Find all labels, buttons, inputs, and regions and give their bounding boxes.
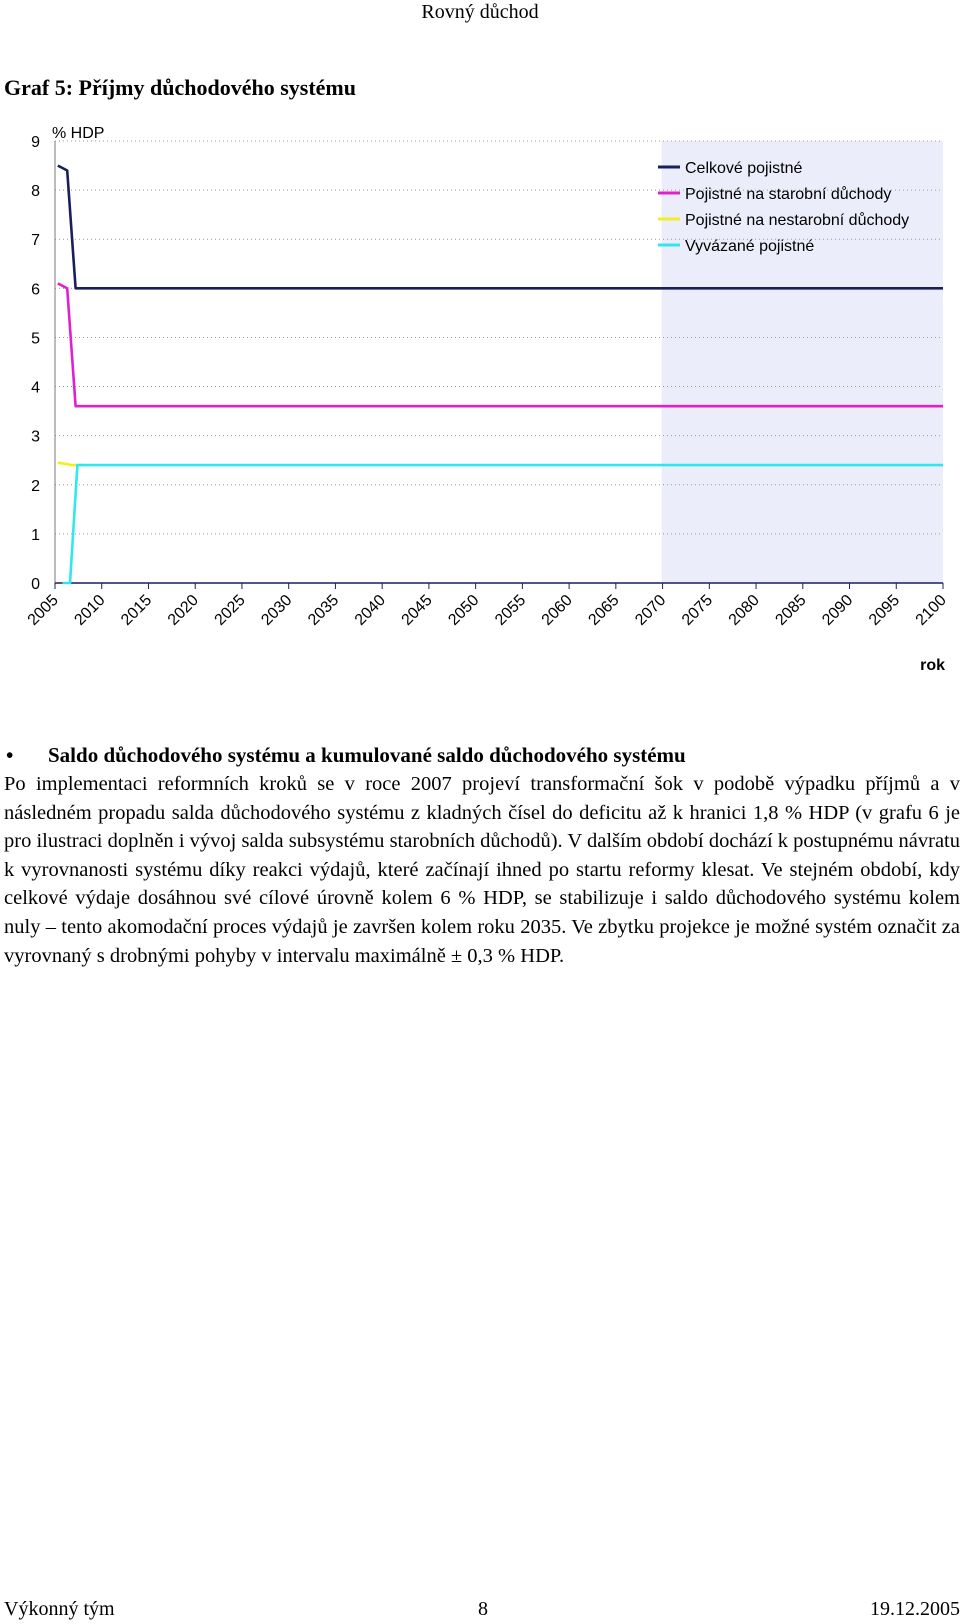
y-tick-label: 3 [31, 428, 40, 446]
y-tick-label: 5 [31, 330, 40, 348]
x-tick-label: 2100 [912, 591, 950, 629]
y-axis-label: % HDP [52, 125, 105, 142]
x-tick-label: 2070 [632, 591, 670, 629]
legend-label: Vyvázané pojistné [685, 238, 815, 255]
footer-date: 19.12.2005 [870, 1598, 960, 1620]
x-tick-label: 2060 [538, 591, 576, 629]
body-paragraph: Po implementaci reformních kroků se v roce 2007 projeví transformační šok v podobě výpadku příjmů a v následném propadu salda důchodového systému z kladných čísel do deficitu až k hranici 1,8 % HDP (v grafu 6 je pro ilustraci doplněn i vývoj salda subsystému starobních důchodů). V dalším období dochází k postupnému návratu k vyrovnanosti systému díky reakci výdajů, které začínají ihned po startu reformy klesat. Ve stejném období, kdy celkové výdaje dosáhnou své cílové úrovně kolem 6 % HDP, se stabilizuje i saldo důchodového systému kolem nuly – tento akomodační proces výdajů je završen kolem roku 2035. Ve zbytku projekce je možné systém označit za vyrovnaný s drobnými pohyby v intervalu maximálně ± 0,3 % HDP. [4, 773, 960, 967]
footer-page-number: 8 [478, 1598, 488, 1620]
x-tick-label: 2020 [164, 591, 203, 629]
x-tick-label: 2075 [678, 591, 717, 629]
y-tick-label: 7 [31, 232, 40, 250]
x-tick-label: 2040 [351, 591, 389, 629]
projection-shaded-region [662, 141, 943, 583]
x-tick-label: 2050 [445, 591, 483, 629]
x-tick-label: 2095 [865, 591, 904, 629]
y-tick-label: 9 [31, 134, 40, 151]
figure-title: Graf 5: Příjmy důchodového systému [4, 75, 356, 100]
y-tick-labels [31, 134, 40, 593]
legend-label: Celkové pojistné [685, 160, 803, 177]
bullet-marker: • [6, 743, 14, 767]
legend-label: Pojistné na nestarobní důchody [685, 212, 910, 229]
x-tick-label: 2025 [211, 591, 249, 629]
x-tick-label: 2045 [398, 591, 436, 629]
x-tick-label: 2005 [24, 591, 62, 629]
x-tick-labels [25, 592, 950, 629]
y-tick-label: 1 [31, 526, 40, 544]
y-tick-label: 2 [31, 477, 40, 495]
x-tick-label: 2080 [725, 591, 763, 629]
page-footer [4, 1597, 960, 1621]
y-tick-label: 0 [31, 576, 40, 593]
x-tick-label: 2010 [71, 591, 109, 629]
revenue-line-chart [0, 118, 960, 708]
y-tick-label: 8 [31, 183, 40, 201]
running-header: Rovný důchod [421, 1, 539, 23]
section-heading-text: Saldo důchodového systému a kumulované saldo důchodového systému [48, 743, 686, 767]
x-tick-label: 2055 [492, 591, 530, 629]
x-tick-label: 2015 [118, 591, 156, 629]
x-tick-label: 2090 [819, 591, 857, 629]
y-tick-label: 6 [31, 281, 40, 299]
x-tick-label: 2065 [585, 591, 623, 629]
x-axis-label: rok [920, 657, 945, 674]
x-tick-label: 2030 [258, 591, 296, 629]
legend-label: Pojistné na starobní důchody [685, 186, 892, 203]
section-heading [6, 741, 956, 769]
footer-author: Výkonný tým [4, 1598, 115, 1620]
x-tick-label: 2085 [772, 591, 810, 629]
y-tick-label: 4 [31, 379, 40, 397]
x-tick-label: 2035 [305, 591, 343, 629]
